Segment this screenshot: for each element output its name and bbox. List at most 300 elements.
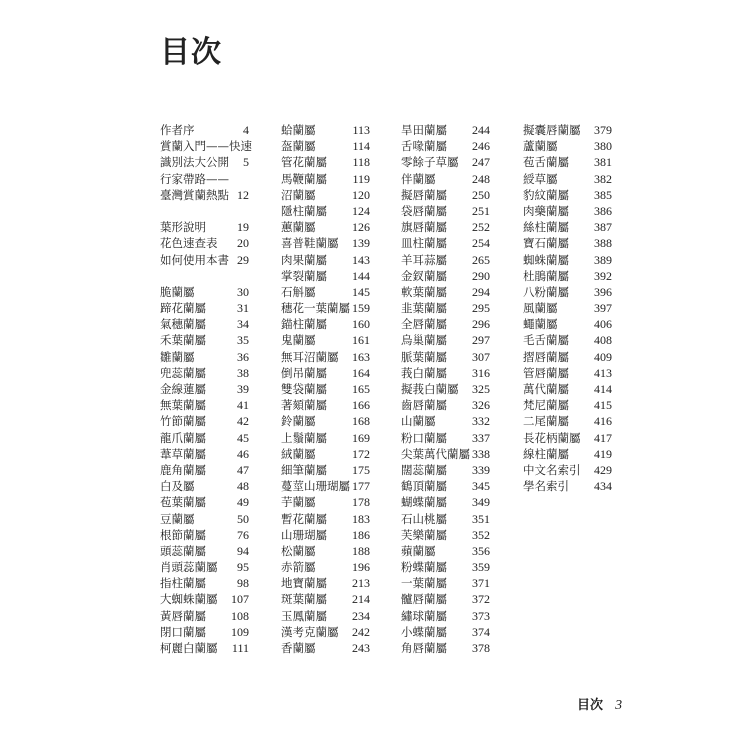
toc-entry: [281, 413, 370, 429]
toc-entry-title: 雙袋蘭屬: [281, 382, 327, 396]
toc-entry: [160, 413, 249, 429]
toc-entry-title: 舌喙蘭屬: [401, 139, 447, 154]
toc-entry-page: 188: [352, 543, 370, 558]
toc-entry: [160, 591, 249, 607]
toc-entry-title: 指柱蘭屬: [160, 576, 206, 591]
toc-entry: [523, 268, 612, 284]
toc-entry-page: 76: [237, 527, 249, 542]
toc-entry-title: 兜蕊蘭屬: [160, 365, 206, 380]
toc-entry: [523, 413, 612, 429]
toc-entry-title: 豹紋蘭屬: [523, 187, 569, 202]
toc-entry-title: 烏巢蘭屬: [401, 333, 447, 348]
toc-entry-page: 108: [231, 608, 249, 623]
toc-entry: [401, 122, 490, 138]
toc-entry-page: 113: [352, 123, 370, 137]
toc-entry: [281, 559, 370, 575]
toc-entry-page: 118: [352, 155, 370, 170]
toc-entry-title: 零餘子草屬: [401, 155, 459, 170]
toc-entry-title: 花色速查表: [160, 236, 218, 251]
toc-entry-page: 351: [472, 511, 490, 526]
toc-entry: [281, 478, 370, 494]
toc-entry: [281, 511, 370, 527]
toc-entry: [523, 381, 612, 397]
toc-entry-page: 39: [237, 382, 249, 396]
toc-entry-title: 白及屬: [160, 479, 195, 494]
toc-entry-page: 177: [352, 479, 370, 494]
toc-entry-page: 382: [594, 171, 612, 186]
toc-entry: [160, 397, 249, 413]
toc-entry-title: 漢考克蘭屬: [281, 624, 339, 639]
toc-column-3: [401, 122, 490, 656]
toc-entry-page: 416: [594, 414, 612, 429]
toc-entry-title: 細筆蘭屬: [281, 462, 327, 477]
toc-entry-title: 萬代蘭屬: [523, 382, 569, 396]
toc-entry-title: 喜普鞋蘭屬: [281, 236, 339, 251]
toc-entry-title: 學名索引: [523, 479, 569, 494]
toc-entry-page: 429: [594, 462, 612, 477]
toc-entry-page: 374: [472, 624, 490, 639]
toc-entry: [160, 430, 249, 446]
toc-entry-title: 旱田蘭屬: [401, 123, 447, 137]
toc-entry: [401, 462, 490, 478]
toc-entry-page: 30: [237, 284, 249, 299]
toc-entry-page: 409: [594, 349, 612, 364]
toc-entry-title: 金線蓮屬: [160, 382, 206, 396]
toc-entry-title: 鶴頂蘭屬: [401, 479, 447, 494]
toc-column-4: [523, 122, 612, 494]
toc-entry-title: 賞蘭入門——快速: [160, 139, 252, 154]
toc-entry-title: 馬鞭蘭屬: [281, 171, 327, 186]
toc-entry: [401, 381, 490, 397]
toc-entry: [401, 559, 490, 575]
toc-entry-page: 94: [237, 543, 249, 558]
toc-entry-title: 絨蘭屬: [281, 446, 316, 461]
toc-entry: [160, 138, 252, 154]
toc-entry-title: 芋蘭屬: [281, 495, 316, 510]
toc-entry-page: 385: [594, 187, 612, 202]
toc-entry-title: 蘋蘭屬: [401, 543, 436, 558]
toc-entry: [281, 203, 370, 219]
page-footer: [577, 699, 622, 713]
toc-entry-page: 332: [472, 414, 490, 429]
toc-entry-title: 齒唇蘭屬: [401, 398, 447, 413]
toc-entry-page: 46: [237, 446, 249, 461]
toc-entry-page: 345: [472, 479, 490, 494]
toc-entry-page: 166: [352, 398, 370, 413]
toc-entry-page: 161: [352, 333, 370, 348]
toc-entry: [160, 300, 249, 316]
toc-entry-title: 閉口蘭屬: [160, 624, 206, 639]
toc-entry-title: 柯麗白蘭屬: [160, 641, 218, 655]
toc-entry: [160, 171, 249, 187]
toc-entry: [160, 365, 249, 381]
toc-entry: [523, 478, 612, 494]
toc-entry-page: 252: [472, 220, 490, 235]
toc-entry-page: 242: [352, 624, 370, 639]
toc-entry: [401, 171, 490, 187]
toc-entry-title: 臺灣賞蘭熱點: [160, 187, 229, 202]
toc-entry-page: 337: [472, 430, 490, 445]
toc-entry: [160, 284, 249, 300]
toc-entry-title: 伴蘭屬: [401, 171, 436, 186]
toc-entry-page: 243: [352, 641, 370, 655]
toc-entry-title: 鬼蘭屬: [281, 333, 316, 348]
toc-entry-title: 地寶蘭屬: [281, 576, 327, 591]
toc-entry-title: 韭葉蘭屬: [401, 301, 447, 316]
toc-entry: [281, 446, 370, 462]
toc-entry-page: 356: [472, 543, 490, 558]
toc-entry-title: 作者序: [160, 123, 195, 137]
toc-entry-title: 玉鳳蘭屬: [281, 608, 327, 623]
toc-entry-page: 164: [352, 365, 370, 380]
toc-entry-title: 闊蕊蘭屬: [401, 462, 447, 477]
toc-entry: [160, 511, 249, 527]
toc-entry: [523, 187, 612, 203]
toc-entry: [523, 446, 612, 462]
toc-entry: [160, 219, 249, 235]
toc-entry-page: 172: [352, 446, 370, 461]
toc-entry-title: 擬囊唇蘭屬: [523, 123, 581, 137]
toc-entry: [160, 252, 249, 268]
toc-entry: [401, 543, 490, 559]
toc-entry-page: 34: [237, 317, 249, 332]
toc-entry-title: 皿柱蘭屬: [401, 236, 447, 251]
toc-entry: [281, 316, 370, 332]
toc-entry-page: 388: [594, 236, 612, 251]
toc-entry-title: 袋唇蘭屬: [401, 203, 447, 218]
toc-entry-title: 赤箭屬: [281, 560, 316, 575]
toc-entry-page: 254: [472, 236, 490, 251]
toc-entry: [523, 365, 612, 381]
toc-entry-page: 352: [472, 527, 490, 542]
toc-entry-page: 373: [472, 608, 490, 623]
toc-entry: [160, 624, 249, 640]
toc-entry-title: 風蘭屬: [523, 301, 558, 316]
toc-entry-page: 111: [231, 641, 249, 655]
toc-entry-title: 氣穗蘭屬: [160, 317, 206, 332]
toc-entry-page: 35: [237, 333, 249, 348]
toc-entry-title: 梵尼蘭屬: [523, 398, 569, 413]
toc-entry: [281, 284, 370, 300]
toc-entry: [281, 122, 370, 138]
toc-entry-title: 蘆蘭屬: [523, 139, 558, 154]
toc-entry-title: 著頦蘭屬: [281, 398, 327, 413]
toc-entry-page: 214: [352, 592, 370, 607]
toc-entry-title: 蛤蘭屬: [281, 123, 316, 137]
toc-entry: [281, 187, 370, 203]
toc-entry-title: 禾葉蘭屬: [160, 333, 206, 348]
toc-entry: [281, 624, 370, 640]
toc-entry-title: 一葉蘭屬: [401, 576, 447, 591]
toc-entry-title: 無葉蘭屬: [160, 398, 206, 413]
toc-entry-title: 蠅蘭屬: [523, 317, 558, 332]
toc-entry-title: 根節蘭屬: [160, 527, 206, 542]
toc-entry-page: 250: [472, 187, 490, 202]
toc-entry-title: 線柱蘭屬: [523, 446, 569, 461]
toc-entry-title: 蝴蝶蘭屬: [401, 495, 447, 510]
toc-entry: [401, 187, 490, 203]
toc-entry: [160, 543, 249, 559]
toc-entry-page: 124: [352, 203, 370, 218]
toc-entry: [523, 300, 612, 316]
toc-entry: [281, 171, 370, 187]
toc-entry: [160, 478, 249, 494]
toc-entry-title: 毛舌蘭屬: [523, 333, 569, 348]
toc-entry-title: 肉果蘭屬: [281, 252, 327, 267]
toc-entry: [160, 559, 249, 575]
toc-entry: [401, 478, 490, 494]
toc-entry: [160, 316, 249, 332]
toc-entry-title: 擬唇蘭屬: [401, 187, 447, 202]
toc-entry-page: 95: [237, 560, 249, 575]
toc-entry-title: 長花柄蘭屬: [523, 430, 581, 445]
toc-entry-title: 尖葉萬代蘭屬: [401, 446, 470, 461]
toc-entry-title: 絲柱蘭屬: [523, 220, 569, 235]
toc-entry-page: 338: [472, 446, 490, 461]
toc-entry-title: 寶石蘭屬: [523, 236, 569, 251]
toc-entry: [523, 430, 612, 446]
toc-entry-title: 軟葉蘭屬: [401, 284, 447, 299]
toc-entry: [281, 138, 370, 154]
toc-entry: [281, 219, 370, 235]
toc-entry: [401, 397, 490, 413]
toc-entry-title: 管花蘭屬: [281, 155, 327, 170]
toc-entry-title: 摺唇蘭屬: [523, 349, 569, 364]
toc-entry-page: 178: [352, 495, 370, 510]
toc-entry-page: 297: [472, 333, 490, 348]
toc-entry-title: 香蘭屬: [281, 641, 316, 655]
toc-entry: [401, 608, 490, 624]
toc-entry-title: 粉蝶蘭屬: [401, 560, 447, 575]
toc-entry-page: 139: [352, 236, 370, 251]
toc-entry-title: 石斛屬: [281, 284, 316, 299]
toc-entry-page: 246: [472, 139, 490, 154]
toc-entry-title: 龍爪蘭屬: [160, 430, 206, 445]
toc-entry: [160, 187, 249, 203]
toc-entry-page: 244: [472, 123, 490, 137]
toc-entry: [160, 332, 249, 348]
toc-entry-page: 419: [594, 446, 612, 461]
toc-entry-title: 苞舌蘭屬: [523, 155, 569, 170]
toc-entry-page: 49: [237, 495, 249, 510]
toc-entry-page: 414: [594, 382, 612, 396]
toc-entry-title: 杜鵑蘭屬: [523, 268, 569, 283]
toc-entry-page: 234: [352, 608, 370, 623]
toc-entry-page: 50: [237, 511, 249, 526]
toc-entry-title: 管唇蘭屬: [523, 365, 569, 380]
toc-entry: [523, 122, 612, 138]
toc-entry-page: 417: [594, 430, 612, 445]
toc-entry: [401, 252, 490, 268]
toc-entry-title: 鈴蘭屬: [281, 414, 316, 429]
toc-entry: [401, 284, 490, 300]
toc-entry: [281, 591, 370, 607]
toc-entry-page: 41: [237, 398, 249, 413]
toc-entry-title: 角唇蘭屬: [401, 641, 447, 655]
toc-entry: [523, 171, 612, 187]
toc-entry: [523, 138, 612, 154]
toc-entry-title: 髗唇蘭屬: [401, 592, 447, 607]
toc-entry-title: 綬草屬: [523, 171, 558, 186]
toc-entry-title: 掌裂蘭屬: [281, 268, 327, 283]
toc-entry: [160, 122, 249, 138]
page-title: 目次: [160, 35, 222, 70]
toc-entry-page: 19: [237, 220, 249, 235]
toc-entry-title: 頭蕊蘭屬: [160, 543, 206, 558]
toc-entry: [160, 640, 249, 656]
toc-entry-page: 20: [237, 236, 249, 251]
toc-entry: [401, 575, 490, 591]
toc-entry-title: 倒吊蘭屬: [281, 365, 327, 380]
toc-entry-title: 脆蘭屬: [160, 284, 195, 299]
toc-entry-title: 沼蘭屬: [281, 187, 316, 202]
toc-entry-page: 294: [472, 284, 490, 299]
toc-entry-page: 126: [352, 220, 370, 235]
toc-entry-title: 全唇蘭屬: [401, 317, 447, 332]
toc-entry: [401, 268, 490, 284]
toc-entry-page: 107: [231, 592, 249, 607]
toc-entry-page: 168: [352, 414, 370, 429]
toc-entry-page: 359: [472, 560, 490, 575]
toc-entry-page: 379: [594, 123, 612, 137]
toc-entry-title: 蹄花蘭屬: [160, 301, 206, 316]
toc-entry: [160, 527, 249, 543]
toc-entry: [401, 300, 490, 316]
toc-entry-page: 316: [472, 365, 490, 380]
toc-entry-title: 肉藥蘭屬: [523, 203, 569, 218]
toc-entry: [401, 430, 490, 446]
toc-entry: [523, 284, 612, 300]
toc-entry-title: 錨柱蘭屬: [281, 317, 327, 332]
toc-entry-title: 上鬚蘭屬: [281, 430, 327, 445]
toc-entry-page: 408: [594, 333, 612, 348]
footer-page-number: 3: [615, 698, 623, 713]
toc-entry-title: 肖頭蕊蘭屬: [160, 560, 218, 575]
toc-entry: [160, 462, 249, 478]
toc-entry-title: 蜘蛛蘭屬: [523, 252, 569, 267]
toc-entry: [523, 252, 612, 268]
toc-entry-page: 38: [237, 365, 249, 380]
toc-entry-title: 小蝶蘭屬: [401, 624, 447, 639]
toc-entry: [281, 527, 370, 543]
toc-entry: [281, 300, 370, 316]
toc-entry-page: 406: [594, 317, 612, 332]
toc-entry-page: 165: [352, 382, 370, 396]
toc-entry: [523, 349, 612, 365]
toc-entry-page: 326: [472, 398, 490, 413]
toc-entry: [523, 154, 612, 170]
toc-entry-title: 蕙蘭屬: [281, 220, 316, 235]
toc-entry-title: 粉口蘭屬: [401, 430, 447, 445]
toc-entry-page: 389: [594, 252, 612, 267]
toc-entry-title: 穗花一葉蘭屬: [281, 301, 350, 316]
toc-entry-title: 斑葉蘭屬: [281, 592, 327, 607]
toc-entry-title: 中文名索引: [523, 462, 581, 477]
toc-entry-page: 114: [352, 139, 370, 154]
toc-column-2: [281, 122, 370, 656]
toc-entry-title: 盔蘭屬: [281, 139, 316, 154]
toc-entry-page: 119: [352, 171, 370, 186]
toc-entry-title: 暫花蘭屬: [281, 511, 327, 526]
toc-entry-title: 豆蘭屬: [160, 511, 195, 526]
toc-entry-title: 芙樂蘭屬: [401, 527, 447, 542]
toc-entry-title: 隱柱蘭屬: [281, 203, 327, 218]
toc-entry-title: 脈葉蘭屬: [401, 349, 447, 364]
toc-entry-page: 12: [237, 187, 249, 202]
toc-entry-page: 392: [594, 268, 612, 283]
toc-entry: [281, 268, 370, 284]
toc-entry-page: 120: [352, 187, 370, 202]
toc-entry-page: 196: [352, 560, 370, 575]
toc-entry-title: 羊耳蒜屬: [401, 252, 447, 267]
toc-entry: [281, 608, 370, 624]
toc-entry-page: 295: [472, 301, 490, 316]
toc-entry-title: 莪白蘭屬: [401, 365, 447, 380]
toc-entry-title: 擬莪白蘭屬: [401, 382, 459, 396]
toc-entry: [281, 640, 370, 656]
toc-entry: [281, 349, 370, 365]
toc-entry: [160, 446, 249, 462]
toc-entry: [281, 575, 370, 591]
toc-entry-title: 如何使用本書: [160, 252, 229, 267]
footer-label: 目次: [577, 698, 604, 713]
toc-entry-page: 387: [594, 220, 612, 235]
toc-entry: [523, 462, 612, 478]
toc-entry: [401, 219, 490, 235]
toc-entry-title: 松蘭屬: [281, 543, 316, 558]
toc-entry: [281, 462, 370, 478]
toc-entry: [160, 349, 249, 365]
toc-entry: [523, 316, 612, 332]
toc-entry-page: 380: [594, 139, 612, 154]
toc-entry: [281, 235, 370, 251]
toc-entry-title: 葉形說明: [160, 220, 206, 235]
toc-entry: [401, 413, 490, 429]
toc-entry: [281, 543, 370, 559]
toc-entry-page: 42: [237, 414, 249, 429]
toc-entry-page: 48: [237, 479, 249, 494]
toc-entry-page: 378: [472, 641, 490, 655]
toc-entry-title: 竹節蘭屬: [160, 414, 206, 429]
toc-entry-title: 金釵蘭屬: [401, 268, 447, 283]
toc-entry: [523, 332, 612, 348]
toc-entry: [401, 316, 490, 332]
toc-entry-title: 鹿角蘭屬: [160, 462, 206, 477]
toc-entry: [160, 494, 249, 510]
toc-entry: [401, 640, 490, 656]
toc-entry: [401, 203, 490, 219]
toc-entry-page: 251: [472, 203, 490, 218]
toc-entry-page: 163: [352, 349, 370, 364]
toc-entry-page: 31: [237, 301, 249, 316]
toc-entry: [281, 381, 370, 397]
toc-entry-page: 397: [594, 301, 612, 316]
toc-entry-title: 行家帶路——: [160, 171, 229, 186]
toc-entry-page: 372: [472, 592, 490, 607]
toc-entry: [523, 397, 612, 413]
toc-entry-title: 八粉蘭屬: [523, 284, 569, 299]
toc-entry: [281, 332, 370, 348]
toc-entry-page: 349: [472, 495, 490, 510]
toc-entry-page: 381: [594, 155, 612, 170]
toc-entry-page: 325: [472, 382, 490, 396]
toc-entry-title: 苞葉蘭屬: [160, 495, 206, 510]
toc-entry-page: 4: [243, 123, 249, 137]
toc-entry: [401, 235, 490, 251]
toc-entry-page: 434: [594, 479, 612, 494]
toc-entry: [160, 381, 249, 397]
toc-entry: [401, 591, 490, 607]
